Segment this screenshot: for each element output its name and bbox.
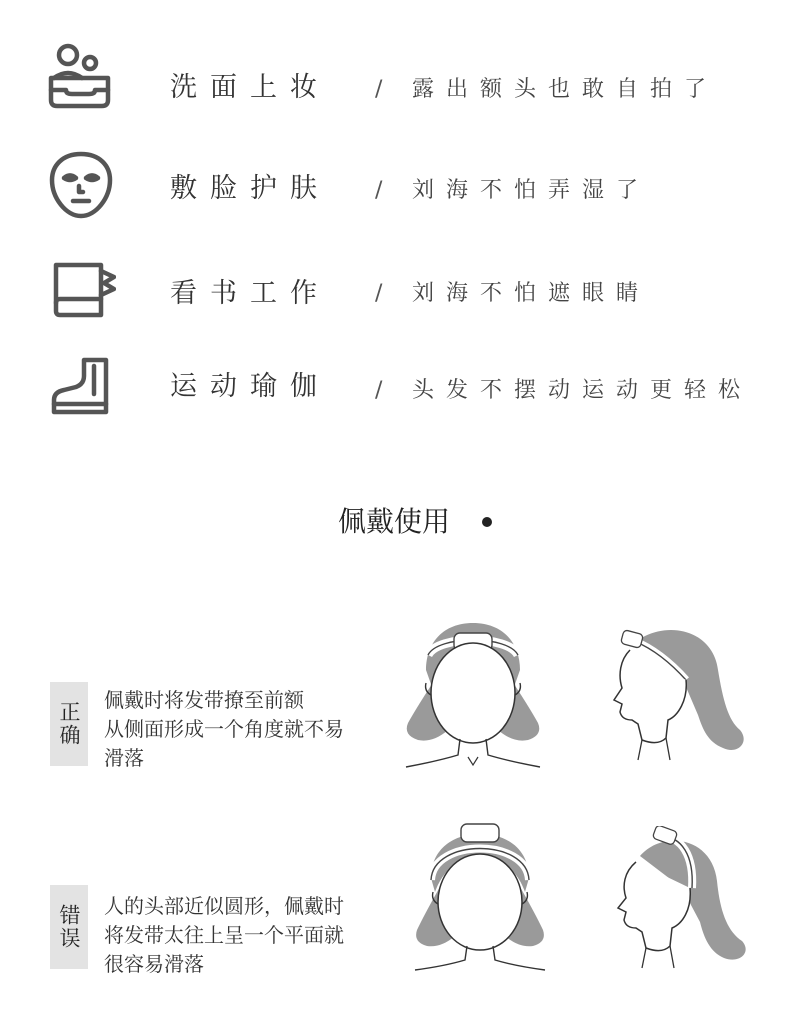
side-view-wrong-illustration [612,826,757,971]
note-line: 滑落 [104,746,144,770]
correct-tag [50,682,88,766]
tag-label: 正确 [57,701,81,747]
front-view-wrong-illustration [405,818,555,973]
book-icon [46,255,116,325]
side-view-correct-illustration [608,620,753,765]
feature-title: 看书工作 [170,278,330,309]
feature-description: 头发不摆动运动更轻松 [412,378,753,403]
note-line: 很容易滑落 [104,952,204,976]
note-line: 将发带太往上呈一个平面就 [104,923,344,947]
separator: / [375,378,383,403]
feature-description: 刘海不怕遮眼睛 [412,281,651,306]
separator: / [375,281,383,306]
separator: / [375,178,383,203]
note-line: 从侧面形成一个角度就不易 [104,717,344,741]
feature-title: 洗面上妆 [170,72,330,103]
section-title: 佩戴使用 [338,505,451,538]
feature-title: 敷脸护肤 [170,173,330,204]
usage-note [104,892,394,979]
bullet-dot [482,517,492,527]
face-wash-icon [46,42,116,112]
tag-label: 错误 [57,904,81,950]
separator: / [375,77,383,102]
feature-description: 刘海不怕弄湿了 [412,178,651,203]
feature-description: 露出额头也敢自拍了 [412,77,719,102]
front-view-correct-illustration [398,615,548,770]
face-mask-icon [46,150,116,220]
note-line: 佩戴时将发带撩至前额 [104,688,304,712]
feature-title: 运动瑜伽 [170,371,330,402]
note-line: 人的头部近似圆形，佩戴时 [104,894,344,918]
wrong-tag [50,885,88,969]
usage-note [104,686,394,773]
boot-icon [46,352,116,422]
